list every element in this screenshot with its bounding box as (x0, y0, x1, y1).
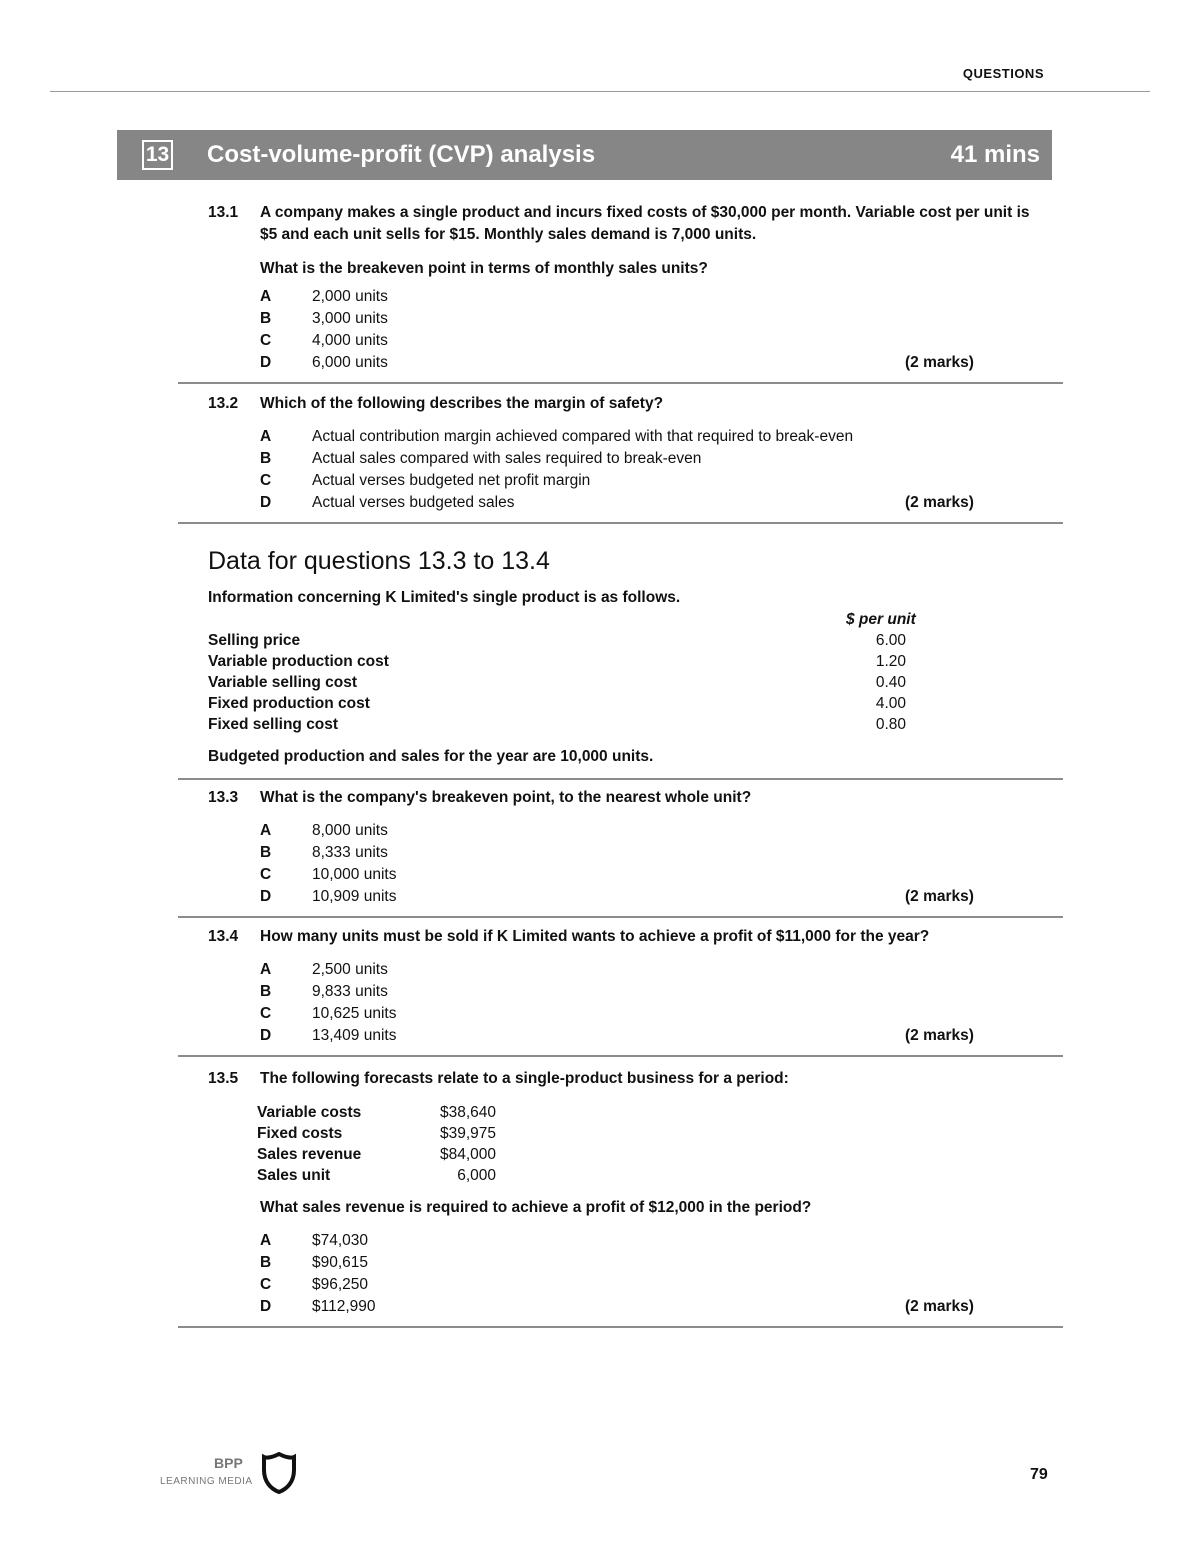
publisher-logo-text: BPP (214, 1455, 243, 1471)
question-text: What is the company's breakeven point, to the nearest whole unit? (260, 789, 752, 806)
cost-value: 0.80 (875, 716, 906, 733)
option-letter: A (260, 961, 272, 978)
option-text: $96,250 (312, 1276, 369, 1293)
option-text: 2,000 units (312, 288, 388, 305)
marks-label: (2 marks) (905, 1298, 974, 1315)
option-letter: C (260, 1276, 272, 1293)
question-divider (178, 522, 1063, 524)
cost-label: Fixed selling cost (208, 716, 339, 733)
option-text: 10,000 units (312, 866, 397, 883)
cost-label: Variable selling cost (208, 674, 358, 691)
option-letter: B (260, 983, 272, 1000)
cost-value: 4.00 (875, 695, 906, 712)
header-divider (50, 91, 1150, 92)
forecast-value: $84,000 (439, 1146, 496, 1163)
option-letter: D (260, 354, 272, 371)
publisher-logo-subtext: LEARNING MEDIA (160, 1476, 253, 1487)
option-letter: B (260, 1254, 272, 1271)
option-text: Actual contribution margin achieved compared with that required to break-even (312, 428, 854, 445)
option-letter: A (260, 822, 272, 839)
page-number: 79 (1030, 1466, 1048, 1483)
question-number: 13.5 (208, 1070, 239, 1087)
option-text: 10,909 units (312, 888, 397, 905)
forecast-label: Sales revenue (257, 1146, 362, 1163)
question-divider (178, 1326, 1063, 1328)
forecast-label: Sales unit (257, 1167, 331, 1184)
option-text: $90,615 (312, 1254, 369, 1271)
question-divider (178, 1055, 1063, 1057)
cost-label: Selling price (208, 632, 301, 649)
option-letter: D (260, 1298, 272, 1315)
marks-label: (2 marks) (905, 354, 974, 371)
question-text: How many units must be sold if K Limited wants to achieve a profit of $11,000 for the year? (260, 928, 930, 945)
option-letter: A (260, 288, 272, 305)
question-prompt: What sales revenue is required to achieve a profit of $12,000 in the period? (260, 1199, 812, 1216)
option-letter: A (260, 1232, 272, 1249)
chapter-time: 41 mins (950, 141, 1040, 168)
question-number: 13.2 (208, 395, 239, 412)
budget-note: Budgeted production and sales for the year are 10,000 units. (208, 748, 654, 765)
cost-value: 6.00 (875, 632, 906, 649)
forecast-value: $38,640 (439, 1104, 496, 1121)
option-letter: A (260, 428, 272, 445)
option-letter: D (260, 1027, 272, 1044)
cost-label: Variable production cost (208, 653, 389, 670)
chapter-title: Cost-volume-profit (CVP) analysis (207, 141, 596, 168)
option-text: Actual verses budgeted net profit margin (312, 472, 591, 489)
option-letter: B (260, 844, 272, 861)
option-letter: C (260, 332, 272, 349)
option-text: 3,000 units (312, 310, 388, 327)
question-number: 13.1 (208, 204, 239, 221)
forecast-value: $39,975 (439, 1125, 496, 1142)
option-text: 8,000 units (312, 822, 388, 839)
option-letter: D (260, 888, 272, 905)
option-letter: B (260, 450, 272, 467)
shield-logo-icon (261, 1452, 297, 1499)
forecast-label: Variable costs (257, 1104, 362, 1121)
option-text: 6,000 units (312, 354, 388, 371)
cost-label: Fixed production cost (208, 695, 370, 712)
marks-label: (2 marks) (905, 888, 974, 905)
marks-label: (2 marks) (905, 494, 974, 511)
question-prompt: What is the breakeven point in terms of monthly sales units? (260, 260, 708, 277)
option-text: 2,500 units (312, 961, 388, 978)
option-text: 4,000 units (312, 332, 388, 349)
question-divider (178, 916, 1063, 918)
option-text: 13,409 units (312, 1027, 397, 1044)
cost-value: 0.40 (875, 674, 906, 691)
chapter-banner (117, 130, 1052, 180)
option-text: Actual verses budgeted sales (312, 494, 515, 511)
option-letter: C (260, 472, 272, 489)
option-text: Actual sales compared with sales required to break-even (312, 450, 702, 467)
question-number: 13.4 (208, 928, 239, 945)
question-number: 13.3 (208, 789, 239, 806)
forecast-label: Fixed costs (257, 1125, 343, 1142)
option-letter: C (260, 1005, 272, 1022)
chapter-number: 13 (142, 140, 173, 170)
question-text: Which of the following describes the margin of safety? (260, 395, 664, 412)
option-text: $74,030 (312, 1232, 369, 1249)
forecast-value: 6,000 (457, 1167, 496, 1184)
option-letter: B (260, 310, 272, 327)
running-header: QUESTIONS (962, 66, 1044, 81)
marks-label: (2 marks) (905, 1027, 974, 1044)
option-letter: D (260, 494, 272, 511)
option-text: 10,625 units (312, 1005, 397, 1022)
question-divider (178, 778, 1063, 780)
data-intro: Information concerning K Limited's single product is as follows. (208, 589, 681, 606)
option-letter: C (260, 866, 272, 883)
question-text: A company makes a single product and incurs fixed costs of $30,000 per month. Variable cost per unit is $5 and each unit sells for $15. Monthly sales demand is 7,000 units. (260, 204, 1030, 243)
cost-value: 1.20 (875, 653, 906, 670)
column-heading: $ per unit (846, 611, 916, 628)
section-heading: Data for questions 13.3 to 13.4 (208, 547, 550, 575)
question-text: The following forecasts relate to a single-product business for a period: (260, 1070, 789, 1087)
option-text: $112,990 (312, 1298, 376, 1315)
question-divider (178, 382, 1063, 384)
option-text: 8,333 units (312, 844, 388, 861)
option-text: 9,833 units (312, 983, 388, 1000)
